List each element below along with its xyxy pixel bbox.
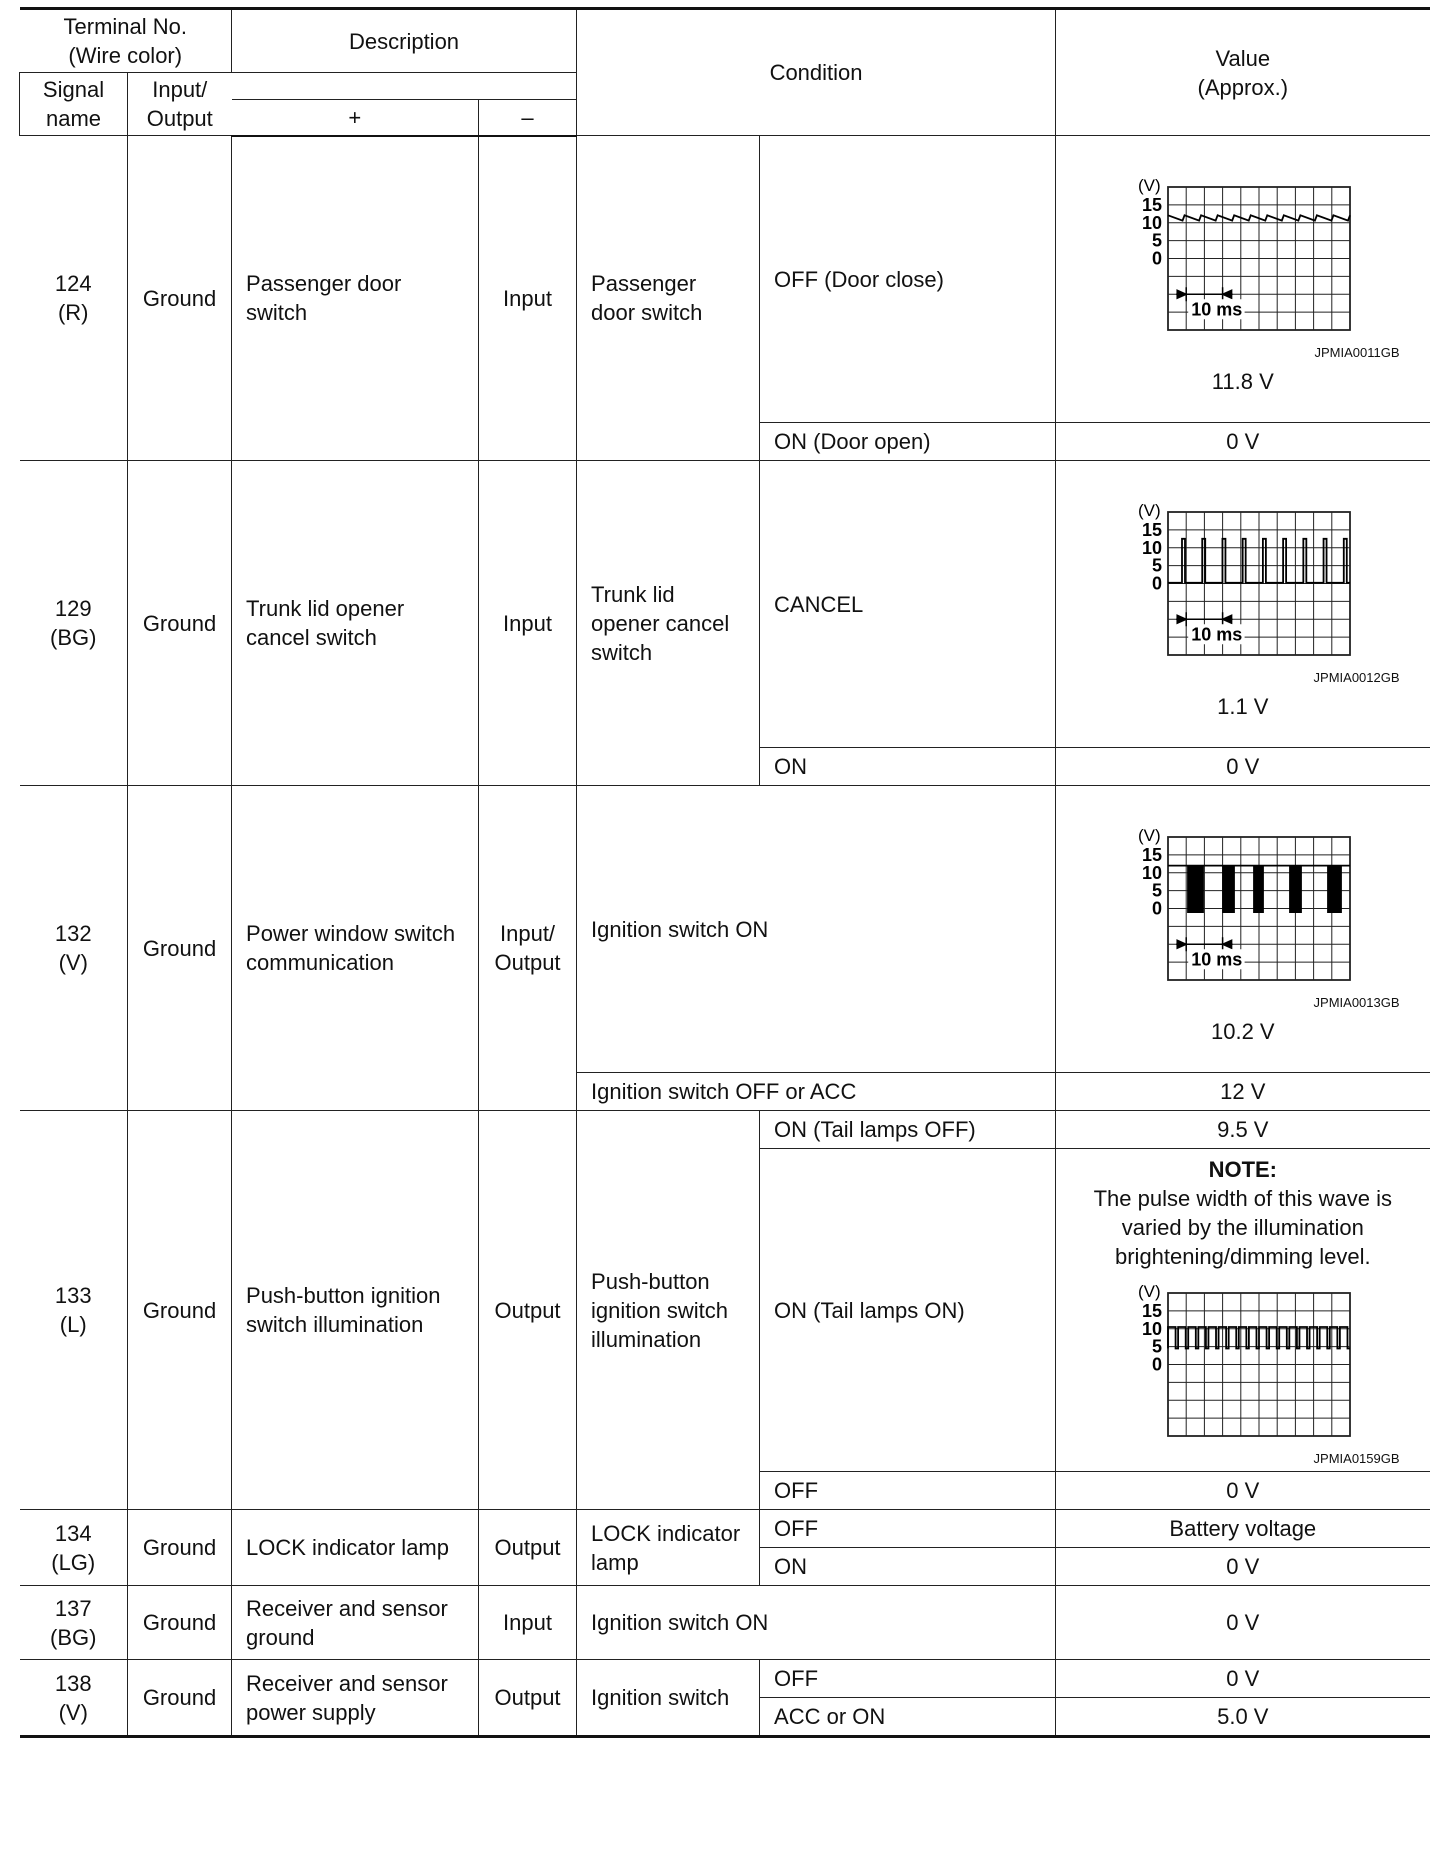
table-row-138 bbox=[20, 1660, 1430, 1698]
wire-color: (V) bbox=[58, 1699, 88, 1725]
time-scale-label: 10 ms bbox=[1190, 298, 1243, 319]
table-row-129 bbox=[20, 461, 1430, 748]
terminal-cell bbox=[20, 786, 128, 1111]
waveform-svg bbox=[1118, 165, 1368, 343]
terminal-number: 138 bbox=[54, 1670, 92, 1696]
value-cell: 0 V bbox=[1056, 423, 1430, 461]
condition-cell: Ignition switch ON bbox=[577, 1586, 1056, 1660]
terminal-number: 137 bbox=[54, 1595, 92, 1621]
arrow-left-icon bbox=[1222, 290, 1231, 298]
ground-cell: Ground bbox=[128, 136, 232, 461]
condition-group-cell: Trunk lid opener cancel switch bbox=[577, 461, 760, 786]
io-cell: Output bbox=[479, 1111, 577, 1510]
arrow-right-icon bbox=[1177, 615, 1186, 623]
waveform-svg bbox=[1118, 490, 1368, 668]
y-tick-label: 15 bbox=[1141, 844, 1162, 865]
terminal-spec-sheet bbox=[19, 7, 1430, 1738]
signal-name-cell: Power window switch communication bbox=[232, 786, 479, 1111]
io-cell: Output bbox=[479, 1510, 577, 1586]
terminal-cell bbox=[20, 136, 128, 461]
value-text: 1.1 V bbox=[1217, 693, 1269, 719]
condition-cell: OFF (Door close) bbox=[760, 136, 1056, 423]
y-tick-label: 15 bbox=[1141, 1300, 1162, 1321]
terminal-number: 133 bbox=[54, 1283, 92, 1308]
condition-cell: ACC or ON bbox=[760, 1698, 1056, 1737]
value-cell: 0 V bbox=[1056, 1472, 1430, 1510]
terminal-cell bbox=[20, 1510, 128, 1586]
arrow-left-icon bbox=[1222, 940, 1231, 948]
arrow-left-icon bbox=[1222, 615, 1231, 623]
approx-header-label: (Approx.) bbox=[1197, 74, 1289, 100]
header-row bbox=[20, 9, 1430, 73]
table-row-132 bbox=[20, 786, 1430, 1073]
y-tick-label: 15 bbox=[1141, 194, 1162, 215]
value-header-label: Value bbox=[1215, 45, 1271, 71]
table-row-124 bbox=[20, 136, 1430, 423]
time-scale-label: 10 ms bbox=[1190, 948, 1243, 969]
y-tick-label: 0 bbox=[1151, 1354, 1162, 1375]
value-cell: 0 V bbox=[1056, 1586, 1430, 1660]
axis-unit: (V) bbox=[1137, 1282, 1161, 1301]
value-cell: 9.5 V bbox=[1056, 1111, 1430, 1149]
y-tick-label: 10 bbox=[1141, 862, 1162, 883]
y-tick-label: 5 bbox=[1151, 880, 1162, 901]
table-row-137 bbox=[20, 1586, 1430, 1660]
value-text: 10.2 V bbox=[1210, 1018, 1275, 1044]
io-cell: Output bbox=[479, 1660, 577, 1737]
ground-cell: Ground bbox=[128, 1111, 232, 1510]
figure-id: JPMIA0011GB bbox=[1314, 344, 1400, 360]
waveform-svg bbox=[1118, 815, 1368, 993]
note-title: NOTE: bbox=[1208, 1157, 1278, 1182]
figure-id: JPMIA0013GB bbox=[1313, 994, 1400, 1010]
y-tick-label: 0 bbox=[1151, 248, 1162, 268]
waveform-chart bbox=[1066, 165, 1420, 343]
terminal-header-label: Terminal No. bbox=[63, 14, 187, 39]
time-scale-label: 10 ms bbox=[1190, 623, 1243, 644]
wire-color: (V) bbox=[58, 950, 88, 975]
condition-cell: Ignition switch OFF or ACC bbox=[577, 1073, 1056, 1111]
terminal-header bbox=[20, 9, 232, 73]
terminal-cell bbox=[20, 1660, 128, 1737]
waveform-cell bbox=[1056, 1149, 1430, 1472]
condition-group-cell: Push-button ignition switch illumination bbox=[577, 1111, 760, 1510]
condition-header: Condition bbox=[577, 9, 1056, 136]
condition-cell: OFF bbox=[760, 1472, 1056, 1510]
condition-cell: OFF bbox=[760, 1660, 1056, 1698]
signal-name-cell: LOCK indicator lamp bbox=[232, 1510, 479, 1586]
axis-unit: (V) bbox=[1137, 825, 1161, 845]
condition-cell: Ignition switch ON bbox=[577, 786, 1056, 1073]
arrow-right-icon bbox=[1177, 940, 1186, 948]
wire-color: (L) bbox=[59, 1312, 87, 1337]
signal-name-cell: Receiver and sensor power supply bbox=[232, 1660, 479, 1737]
waveform-trace bbox=[1168, 1327, 1350, 1348]
waveform-cell bbox=[1056, 461, 1430, 748]
y-tick-label: 5 bbox=[1151, 230, 1162, 251]
signal-name-header: Signal name bbox=[20, 73, 128, 136]
y-tick-label: 0 bbox=[1151, 573, 1162, 593]
waveform-chart bbox=[1066, 1271, 1420, 1449]
io-header: Input/ Output bbox=[128, 73, 232, 136]
waveform-chart bbox=[1066, 490, 1420, 668]
wire-color-header-label: (Wire color) bbox=[68, 43, 183, 68]
ground-cell: Ground bbox=[128, 1660, 232, 1737]
condition-cell: ON bbox=[760, 1548, 1056, 1586]
y-tick-label: 0 bbox=[1151, 898, 1162, 918]
ground-cell: Ground bbox=[128, 1510, 232, 1586]
table-row-134 bbox=[20, 1510, 1430, 1548]
value-text: 11.8 V bbox=[1211, 368, 1274, 394]
waveform-grid bbox=[1168, 1293, 1350, 1436]
io-cell: Input bbox=[479, 461, 577, 786]
condition-cell: ON bbox=[760, 748, 1056, 786]
figure-id: JPMIA0159GB bbox=[1313, 1451, 1400, 1466]
signal-name-cell: Push-button ignition switch illumination bbox=[232, 1111, 479, 1510]
ground-cell: Ground bbox=[128, 786, 232, 1111]
signal-name-cell: Trunk lid opener cancel switch bbox=[232, 461, 479, 786]
wire-color: (R) bbox=[57, 300, 89, 325]
condition-cell: ON (Tail lamps ON) bbox=[760, 1149, 1056, 1472]
signal-name-cell: Passenger door switch bbox=[232, 136, 479, 461]
terminal-number: 124 bbox=[54, 271, 92, 296]
terminal-table bbox=[19, 7, 1430, 1738]
waveform-cell bbox=[1056, 786, 1430, 1073]
value-cell: 0 V bbox=[1056, 1660, 1430, 1698]
value-cell: Battery voltage bbox=[1056, 1510, 1430, 1548]
terminal-number: 129 bbox=[54, 596, 92, 621]
signal-name-cell: Receiver and sensor ground bbox=[232, 1586, 479, 1660]
axis-unit: (V) bbox=[1137, 500, 1161, 520]
terminal-cell bbox=[20, 1586, 128, 1660]
value-cell: 12 V bbox=[1056, 1073, 1430, 1111]
condition-cell: OFF bbox=[760, 1510, 1056, 1548]
condition-group-cell: Passenger door switch bbox=[577, 136, 760, 461]
y-tick-label: 5 bbox=[1151, 555, 1162, 576]
io-cell: Input bbox=[479, 1586, 577, 1660]
waveform-cell bbox=[1056, 136, 1430, 423]
wire-color: (BG) bbox=[50, 625, 97, 650]
wire-color: (BG) bbox=[50, 1624, 97, 1650]
arrow-right-icon bbox=[1177, 290, 1186, 298]
y-tick-label: 5 bbox=[1151, 1336, 1162, 1357]
terminal-cell bbox=[20, 461, 128, 786]
ground-cell: Ground bbox=[128, 461, 232, 786]
value-cell: 0 V bbox=[1056, 1548, 1430, 1586]
terminal-number: 132 bbox=[54, 921, 92, 946]
terminal-number: 134 bbox=[54, 1520, 92, 1546]
y-tick-label: 15 bbox=[1141, 519, 1162, 540]
y-tick-label: 10 bbox=[1141, 1318, 1162, 1339]
y-tick-label: 10 bbox=[1141, 212, 1162, 233]
plus-header: + bbox=[232, 100, 479, 136]
minus-header: – bbox=[479, 100, 577, 136]
io-cell: Input bbox=[479, 136, 577, 461]
io-cell: Input/ Output bbox=[479, 786, 577, 1111]
condition-cell: ON (Tail lamps OFF) bbox=[760, 1111, 1056, 1149]
condition-cell: CANCEL bbox=[760, 461, 1056, 748]
axis-unit: (V) bbox=[1137, 175, 1161, 195]
condition-group-cell: Ignition switch bbox=[577, 1660, 760, 1737]
wire-color: (LG) bbox=[51, 1549, 96, 1575]
waveform-svg bbox=[1118, 1271, 1368, 1449]
value-cell: 5.0 V bbox=[1056, 1698, 1430, 1737]
condition-cell: ON (Door open) bbox=[760, 423, 1056, 461]
condition-group-cell: LOCK indicator lamp bbox=[577, 1510, 760, 1586]
terminal-cell bbox=[20, 1111, 128, 1510]
value-cell: 0 V bbox=[1056, 748, 1430, 786]
value-header bbox=[1056, 9, 1430, 136]
note-text: The pulse width of this wave is varied by the illumination brightening/dimming level. bbox=[1093, 1186, 1392, 1269]
table-row-133 bbox=[20, 1111, 1430, 1149]
ground-cell: Ground bbox=[128, 1586, 232, 1660]
description-header: Description bbox=[232, 9, 577, 73]
waveform-chart bbox=[1066, 815, 1420, 993]
y-tick-label: 10 bbox=[1141, 537, 1162, 558]
figure-id: JPMIA0012GB bbox=[1313, 669, 1400, 685]
